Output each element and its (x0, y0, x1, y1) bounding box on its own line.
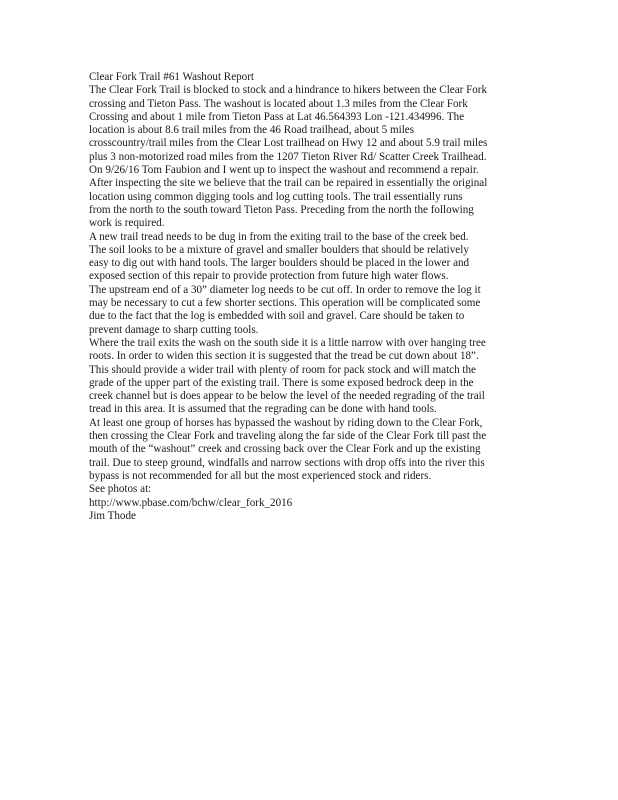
photos-link[interactable]: http://www.pbase.com/bchw/clear_fork_2016 (89, 496, 293, 509)
main-paragraph-line: creek channel but is does appear to be below the level of the needed regrading of the trail (89, 390, 485, 403)
main-paragraph-line: The soil looks to be a mixture of gravel and smaller boulders that should be relatively (89, 243, 469, 256)
main-paragraph-line: prevent damage to sharp cutting tools. (89, 323, 259, 336)
main-paragraph-line: After inspecting the site we believe that the trail can be repaired in essentially the original (89, 177, 488, 190)
main-paragraph-line: crossing and Tieton Pass. The washout is located about 1.3 miles from the Clear Fork (89, 97, 468, 110)
main-paragraph-line: work is required. (89, 217, 165, 230)
main-paragraph-line: A new trail tread needs to be dug in from the exiting trail to the base of the creek bed. (89, 230, 469, 243)
main-paragraph-line: from the north to the south toward Tieton Pass. Preceding from the north the following (89, 203, 474, 216)
bypass-paragraph-line: trail. Due to steep ground, windfalls and narrow sections with drop offs into the river this (89, 456, 485, 469)
main-paragraph-line: This should provide a wider trail with plenty of room for pack stock and will match the (89, 363, 476, 376)
main-paragraph-line: roots. In order to widen this section it is suggested that the tread be cut down about 18”. (89, 350, 479, 363)
author-signature: Jim Thode (89, 509, 136, 522)
bypass-paragraph (89, 417, 529, 483)
main-paragraph-line: The upstream end of a 30” diameter log needs to be cut off. In order to remove the log it (89, 283, 481, 296)
document-title: Clear Fork Trail #61 Washout Report (89, 71, 254, 83)
document-body (89, 71, 529, 523)
main-paragraph-line: crosscountry/trail miles from the Clear Lost trailhead on Hwy 12 and about 5.9 trail miles (89, 137, 488, 150)
main-paragraph-line: easy to dig out with hand tools. The larger boulders should be placed in the lower and (89, 257, 470, 270)
bypass-paragraph-line: mouth of the “washout” creek and crossing back over the Clear Fork and up the existing (89, 443, 481, 456)
bypass-paragraph-line: then crossing the Clear Fork and traveling along the far side of the Clear Fork till past the (89, 430, 487, 443)
main-paragraph-line: may be necessary to cut a few shorter sections. This operation will be complicated some (89, 297, 481, 310)
bypass-paragraph-line: At least one group of horses has bypassed the washout by riding down to the Clear Fork, (89, 416, 483, 429)
main-paragraph-line: The Clear Fork Trail is blocked to stock and a hindrance to hikers between the Clear Fork (89, 84, 488, 97)
main-paragraph-line: grade of the upper part of the existing trail. There is some exposed bedrock deep in the (89, 376, 474, 389)
main-paragraph-line: Crossing and about 1 mile from Tieton Pass at Lat 46.564393 Lon -121.434996. The (89, 110, 465, 123)
main-paragraph-line: location using common digging tools and log cutting tools. The trail essentially runs (89, 190, 463, 203)
main-paragraph-line: exposed section of this repair to provide protection from future high water flows. (89, 270, 449, 283)
main-paragraph-line: tread in this area. It is assumed that the regrading can be done with hand tools. (89, 403, 437, 416)
main-paragraph-line: On 9/26/16 Tom Faubion and I went up to inspect the washout and recommend a repair. (89, 164, 479, 177)
photos-section (89, 483, 529, 510)
main-paragraph-line: Where the trail exits the wash on the south side it is a little narrow with over hanging tree (89, 336, 486, 349)
main-paragraph-line: plus 3 non-motorized road miles from the 1207 Tieton River Rd/ Scatter Creek Trailhead. (89, 150, 487, 163)
main-paragraph (89, 84, 529, 416)
bypass-paragraph-line: bypass is not recommended for all but the most experienced stock and riders. (89, 469, 432, 482)
main-paragraph-line: location is about 8.6 trail miles from the 46 Road trailhead, about 5 miles (89, 124, 415, 137)
main-paragraph-line: due to the fact that the log is embedded with soil and gravel. Care should be taken to (89, 310, 465, 323)
photos-label: See photos at: (89, 483, 152, 496)
